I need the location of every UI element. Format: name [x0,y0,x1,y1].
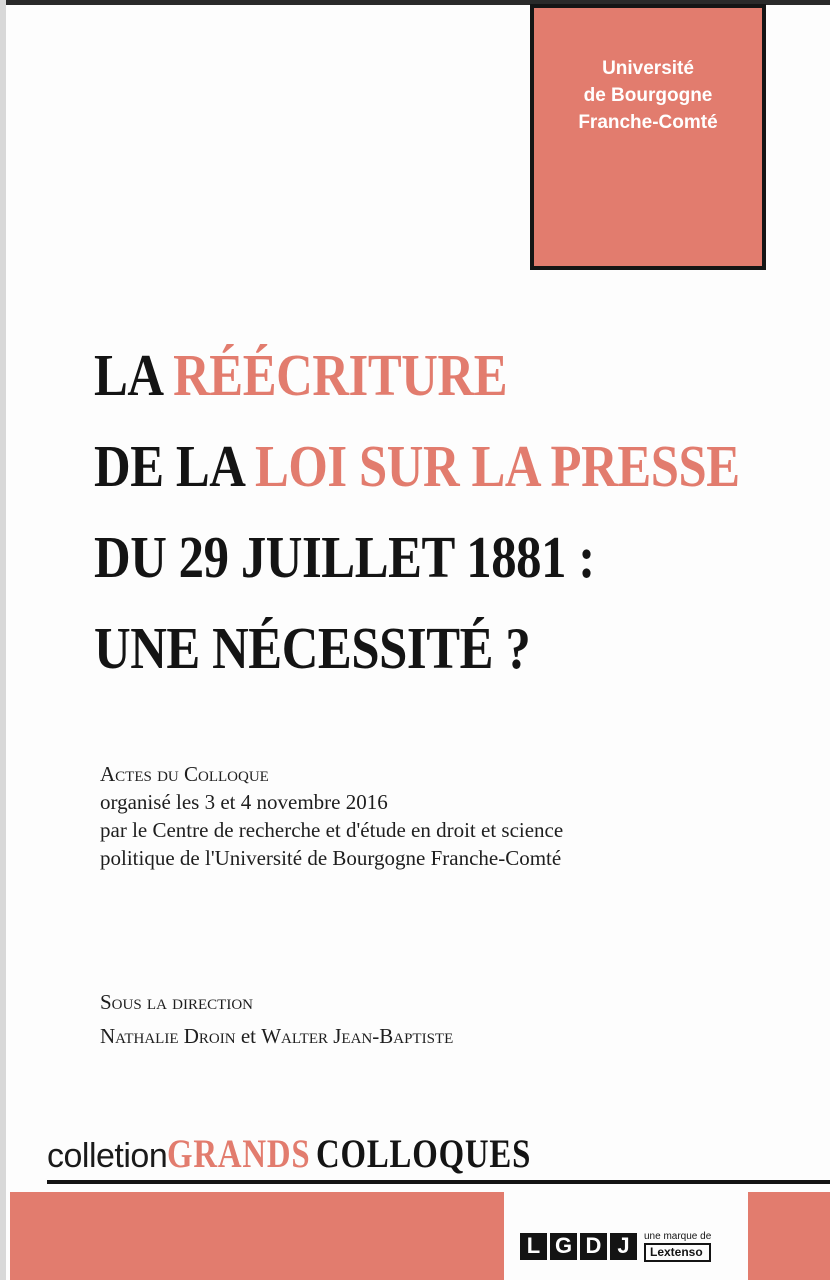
lextenso-brand [644,1231,711,1262]
lgdj-letter-g: G [550,1233,577,1260]
university-line-3: Franche-Comté [578,111,718,133]
brand-tagline: une marque de [644,1230,712,1242]
collection-word: colletion [47,1137,168,1175]
lgdj-letter-l: L [520,1233,547,1260]
lgdj-letter-d: D [580,1233,607,1260]
title-line-1-accent: RÉÉCRITURE [173,342,508,408]
editor-1: Nathalie Droin [100,1024,236,1048]
lgdj-letter-j: J [610,1233,637,1260]
editors-conjunction: et [240,1024,256,1048]
conference-proceedings [100,760,740,872]
lgdj-logo [520,1233,640,1260]
proceedings-line-2: par le Centre de recherche et d'étude en droit et science [100,818,564,842]
title-line-3: DU 29 JUILLET 1881 : [94,524,595,590]
university-line-1: Université [602,57,694,79]
editors-names [100,1019,740,1053]
direction-heading: Sous la direction [100,990,254,1014]
editors-block [100,985,740,1053]
bottom-band-left [10,1192,504,1280]
book-title [94,330,740,694]
collection-colloques: COLLOQUES [316,1131,532,1176]
title-line-2 [94,421,740,512]
title-line-4: UNE NÉCESSITÉ ? [94,615,531,681]
left-edge [0,0,6,1280]
editor-2: Walter Jean-Baptiste [261,1024,454,1048]
bottom-band-right [748,1192,830,1280]
collection-rule [47,1180,830,1184]
university-line-2: de Bourgogne [583,84,713,106]
proceedings-line-1: organisé les 3 et 4 novembre 2016 [100,790,388,814]
title-line-2-accent: LOI SUR LA PRESSE [254,433,740,499]
university-box [530,4,766,270]
collection-name [47,1130,579,1174]
brand-name: Lextenso [644,1243,711,1262]
proceedings-line-3: politique de l'Université de Bourgogne Franche-Comté [100,846,562,870]
title-line-1 [94,330,696,421]
collection-grands: GRANDS [167,1131,311,1176]
publisher-logo [520,1231,711,1261]
proceedings-heading: Actes du Colloque [100,762,269,786]
title-line-2-a: DE LA [94,433,243,499]
title-line-1-a: LA [94,342,161,408]
